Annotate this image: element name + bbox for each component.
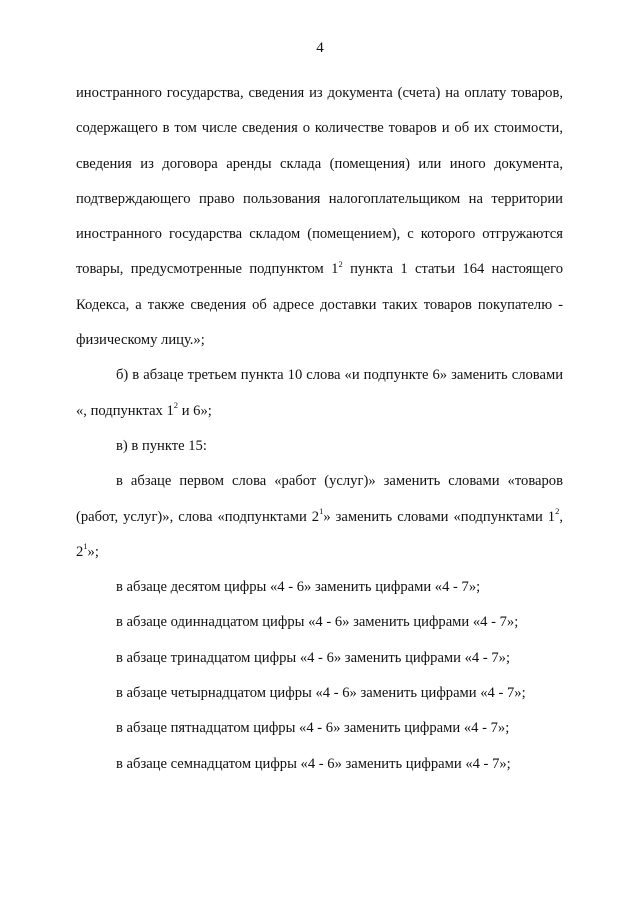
text-run: в) в пункте 15: bbox=[116, 437, 207, 454]
paragraph bbox=[76, 76, 563, 358]
text-run: в абзаце первом слова «работ (услуг)» заменить словами «товаров (работ, услуг)», слова «подпунктами 2 bbox=[76, 473, 563, 525]
superscript: 2 bbox=[555, 505, 560, 516]
text-run: б) в абзаце третьем пункта 10 слова «и подпункте 6» заменить словами «, подпунктах 1 bbox=[76, 367, 563, 419]
paragraph bbox=[76, 464, 563, 570]
text-run: и 6»; bbox=[178, 402, 212, 419]
paragraph bbox=[76, 641, 563, 676]
text-run: в абзаце пятнадцатом цифры «4 - 6» заменить цифрами «4 - 7»; bbox=[116, 720, 510, 737]
text-run: , 2 bbox=[76, 508, 563, 560]
paragraph bbox=[76, 358, 563, 429]
page-number: 4 bbox=[316, 40, 324, 56]
paragraph bbox=[76, 747, 563, 782]
page-body bbox=[76, 76, 563, 782]
paragraph bbox=[76, 605, 563, 640]
superscript: 2 bbox=[173, 399, 179, 410]
superscript: 2 bbox=[338, 258, 343, 269]
paragraph bbox=[76, 711, 563, 746]
text-run: »; bbox=[87, 543, 99, 560]
text-run: иностранного государства, сведения из документа (счета) на оплату товаров, содержащего в том числе сведения о количестве товаров и об их стоимости, сведения из договора аренды склада (помещения) или иного документа, подтверждающего право пользования налогоплательщиком на территории иностранного государства складом (помещением), с которого отгружаются товары, предусмотренные подпунктом 1 bbox=[76, 85, 563, 278]
superscript: 1 bbox=[319, 505, 324, 516]
text-run: в абзаце четырнадцатом цифры «4 - 6» заменить цифрами «4 - 7»; bbox=[116, 685, 526, 702]
text-run: в абзаце тринадцатом цифры «4 - 6» заменить цифрами «4 - 7»; bbox=[116, 649, 511, 666]
text-run: пункта 1 статьи 164 настоящего Кодекса, а также сведения об адресе доставки таких товаров покупателю - физическому лицу.»; bbox=[76, 261, 563, 349]
paragraph bbox=[76, 570, 563, 605]
paragraph bbox=[76, 676, 563, 711]
text-run: » заменить словами «подпунктами 1 bbox=[323, 508, 556, 525]
text-run: в абзаце семнадцатом цифры «4 - 6» заменить цифрами «4 - 7»; bbox=[116, 755, 511, 772]
superscript: 1 bbox=[83, 541, 88, 551]
text-run: в абзаце одиннадцатом цифры «4 - 6» заменить цифрами «4 - 7»; bbox=[116, 614, 519, 631]
paragraph bbox=[76, 429, 563, 464]
text-run: в абзаце десятом цифры «4 - 6» заменить цифрами «4 - 7»; bbox=[116, 579, 481, 596]
